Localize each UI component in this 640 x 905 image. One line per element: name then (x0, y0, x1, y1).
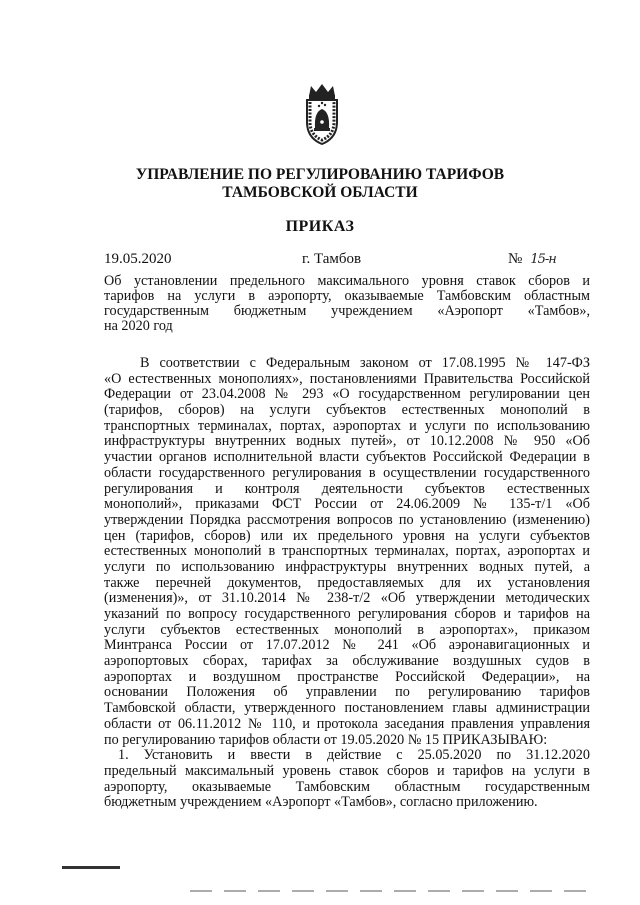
subject-line: Об установлении предельного максимального уровня ставок сборов и (104, 273, 590, 289)
body-line: области государственного регулирования в осуществлении государственного (104, 464, 590, 481)
order-item-1: 1. Установить и ввести в действие с 25.05.2020 по 31.12.2020 (118, 747, 590, 764)
body-line: цен (тарифов, сборов) или их предельного уровня на услуги субъектов (104, 527, 590, 544)
document-body (104, 356, 590, 811)
organization-name-line2: ТАМБОВСКОЙ ОБЛАСТИ (222, 184, 418, 201)
body-line: В соответствии с Федеральным законом от 17.08.1995 № 147-ФЗ (140, 355, 590, 371)
body-line: основании Положения об управлении по регулированию тарифов (104, 684, 590, 701)
subject-line: государственным бюджетным учреждением «Аэропорт «Тамбов», (104, 303, 590, 319)
body-line: указаний по вопросу государственного регулирования сборов и тарифов на (104, 606, 590, 622)
document-subject (104, 274, 590, 334)
body-line: предельный максимальный уровень ставок сборов и тарифов на услуги в (104, 762, 590, 779)
document-type-title: ПРИКАЗ (285, 218, 355, 235)
body-line: регулирования и контроля деятельности субъектов естественных (104, 480, 590, 497)
body-line: инфраструктуры внутренних водных путей», от 10.12.2008 № 950 «Об (104, 433, 590, 450)
body-line: Тамбовской области, утвержденного постановлением главы администрации (104, 700, 590, 717)
body-line: аэропорту, оказываемые Тамбовским областным государственным (104, 778, 590, 795)
body-line: Минтранса России от 17.07.2012 № 241 «Об аэронавигационных и (104, 637, 590, 654)
body-line: естественных монополий в транспортных терминалах, портах, аэропортах и (104, 543, 590, 560)
body-line: монополий», приказами ФСТ России от 24.06.2009 № 135-т/1 «Об (104, 496, 590, 513)
subject-line: тарифов на услуги в аэропорту, оказываемые Тамбовским областным (104, 288, 590, 304)
scan-artifact-line (190, 890, 590, 892)
body-line: (тарифов, сборов) на услуги субъектов естественных монополий в (104, 402, 590, 419)
body-line: участии органов исполнительной власти субъектов Российской Федерации в (104, 449, 590, 466)
body-line: по регулированию тарифов области от 19.05.2020 № 15 ПРИКАЗЫВАЮ: (104, 731, 548, 748)
body-line: аэропортах и воздушном пространстве Российской Федерации», на (104, 668, 590, 685)
number-sign: № (508, 251, 523, 267)
subject-line: на 2020 год (104, 318, 173, 334)
body-line: утверждении Порядка рассмотрения вопросов по установлению (изменению) (104, 511, 590, 528)
body-line: Федерации от 23.04.2008 № 293 «О государственном регулировании цен (104, 386, 590, 403)
document-city: г. Тамбов (302, 251, 362, 267)
body-line: также перечней документов, предоставляемых для их установления (104, 574, 590, 591)
organization-name-line1: УПРАВЛЕНИЕ ПО РЕГУЛИРОВАНИЮ ТАРИФОВ (135, 166, 505, 183)
body-line: области от 06.11.2012 № 110, и протокола заседания правления управления (104, 715, 590, 732)
coat-of-arms-icon (301, 82, 343, 146)
body-line: (изменения)», от 31.10.2014 № 238-т/2 «Об утверждении методических (104, 590, 590, 607)
handwritten-number: 15-н (530, 252, 556, 267)
body-line: услуги субъектов естественных монополий в аэропортах», приказом (104, 621, 590, 638)
body-line: «О естественных монополиях», постановлениями Правительства Российской (104, 370, 590, 387)
document-date: 19.05.2020 (104, 251, 172, 267)
body-line: аэропортовых сборах, тарифах за обслуживание воздушных судов в (104, 653, 590, 670)
document-number (508, 251, 556, 268)
body-line: бюджетным учреждением «Аэропорт «Тамбов», согласно приложению. (104, 794, 538, 811)
scan-artifact-mark (62, 866, 120, 869)
body-line: услуги по использованию инфраструктуры внутренних водных путей, а (104, 558, 590, 575)
body-line: транспортных терминалах, портах, аэропортах и услуги по использованию (104, 417, 590, 434)
